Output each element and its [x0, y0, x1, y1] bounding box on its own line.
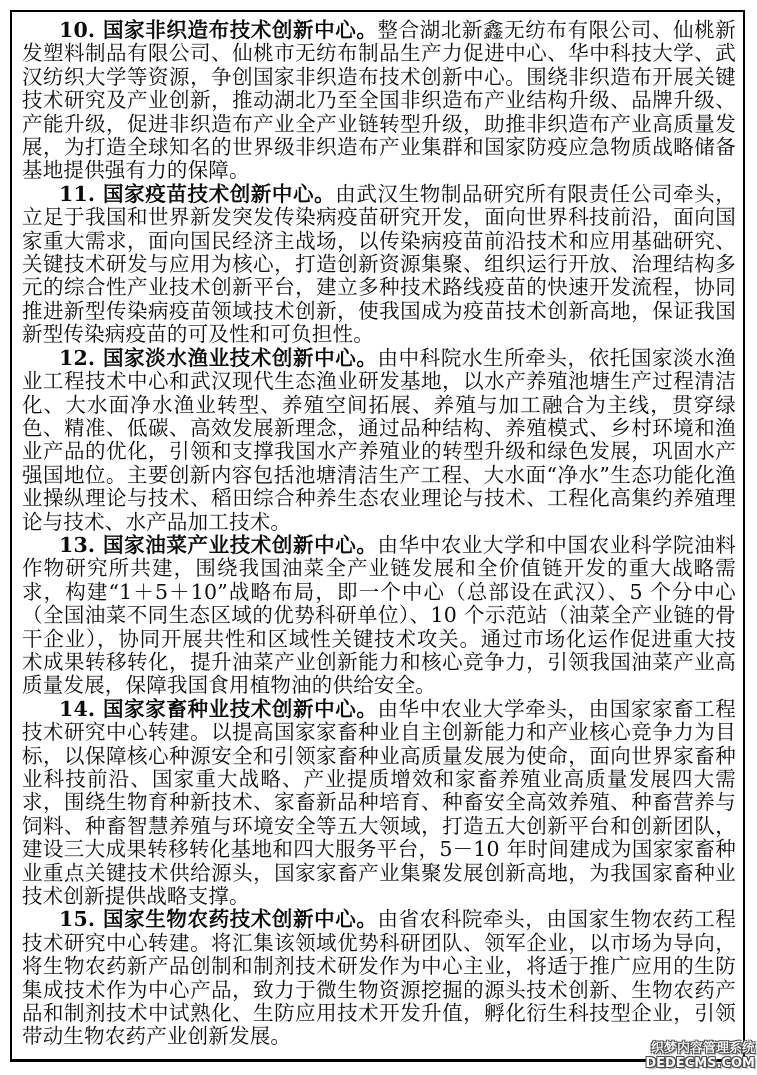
- paragraph-title: 国家淡水渔业技术创新中心。: [103, 345, 378, 370]
- paragraph-15: [22, 908, 736, 1048]
- paragraph-13: [22, 534, 736, 698]
- paragraph-12-heading: [59, 346, 377, 370]
- paragraph-body: 由省农科院牵头，由国家生物农药工程技术研究中心转建。将汇集该领域优势科研团队、领军企业，以市场为导向，将生物农药新产品创制和制剂技术研发作为中心主业，将适于推广应用的生防集成技术作为中心产品，致力于微生物资源挖掘的源头技术创新、生物农药产品和制剂技术中试熟化、生防应用技术开发升值，孵化衍生科技型企业，引领带动生物农药产业创新发展。: [22, 907, 736, 1049]
- paragraph-10: [22, 19, 736, 183]
- paragraph-title: 国家非织造布技术创新中心。: [103, 18, 378, 42]
- paragraph-15-heading: [59, 907, 377, 931]
- paragraph-number: 11.: [59, 181, 96, 206]
- paragraph-14-heading: [59, 697, 377, 721]
- paragraph-12: [22, 347, 736, 534]
- paragraph-title: 国家家畜种业技术创新中心。: [103, 696, 378, 721]
- watermark-text-en: DEDECMS.COM: [645, 1056, 755, 1071]
- paragraph-number: 13.: [59, 532, 96, 557]
- dedecms-watermark: [645, 1041, 755, 1071]
- paragraph-body: 整合湖北新鑫无纺布有限公司、仙桃新发塑料制品有限公司、仙桃市无纺布制品生产力促进中心、华中科技大学、武汉纺织大学等资源，争创国家非织造布技术创新中心。围绕非织造布开展关键技术研究及产业创新，推动湖北乃至全国非织造布产业结构升级、品牌升级、产能升级，促进非织造布产业全产业链转型升级，助推非织造布产业高质量发展，为打造全球知名的世界级非织造布产业集群和国家防疫应急物质战略储备基地提供强有力的保障。: [22, 18, 736, 183]
- paragraph-title: 国家油菜产业技术创新中心。: [103, 532, 378, 557]
- paragraph-body: 由华中农业大学牵头，由国家家畜工程技术研究中心转建。以提高国家家畜种业自主创新能力和产业核心竞争力为目标，以保障核心种源安全和引领家畜种业高质量发展为使命，面向世界家畜种业科技前沿、国家重大战略、产业提质增效和家畜养殖业高质量发展四大需求，围绕生物育种新技术、家畜新品种培育、种畜安全高效养殖、种畜营养与饲料、种畜智慧养殖与环境安全等五大领域，打造五大创新平台和创新团队，建设三大成果转移转化基地和四大服务平台，5－10 年时间建成为国家家畜种业重点关键技术供给源头，国家家畜产业集聚发展创新高地，为我国家畜种业技术创新提供战略支撑。: [22, 696, 736, 909]
- paragraph-number: 14.: [59, 696, 96, 721]
- watermark-text-cn: 织梦内容管理系统: [650, 1041, 755, 1056]
- paragraph-10-heading: [59, 18, 377, 42]
- paragraph-11-heading: [59, 182, 335, 206]
- paragraph-14: [22, 698, 736, 909]
- paragraph-11: [22, 183, 736, 347]
- document-content: [22, 19, 736, 1049]
- paragraph-body: 由中科院水生所牵头，依托国家淡水渔业工程技术中心和武汉现代生态渔业研发基地，以水产养殖池塘生产过程清洁化、大水面净水渔业转型、养殖空间拓展、养殖与加工融合为主线，贯穿绿色、精准、低碳、高效发展新理念，通过品种结构、养殖模式、乡村环境和渔业产品的优化，引领和支撑我国水产养殖业的转型升级和绿色发展，巩固水产强国地位。主要创新内容包括池塘清洁生产工程、大水面“净水”生态功能化渔业操纵理论与技术、稻田综合种养生态农业理论与技术、工程化高集约养殖理论与技术、水产品加工技术。: [22, 345, 736, 534]
- paragraph-number: 12.: [59, 345, 96, 370]
- paragraph-number: 10.: [59, 18, 96, 42]
- paragraph-body: 由华中农业大学和中国农业科学院油料作物研究所共建，围绕我国油菜全产业链发展和全价值链开发的重大战略需求，构建“1＋5＋10”战略布局，即一个中心（总部设在武汉）、5 个分中心（全国油菜不同生态区域的优势科研单位）、10 个示范站（油菜全产业链的骨干企业），协同开展共性和区域性关键技术攻关。通过市场化运作促进重大技术成果转移转化，提升油菜产业创新能力和核心竞争力，引领我国油菜产业高质量发展，保障我国食用植物油的供给安全。: [22, 532, 736, 698]
- paragraph-number: 15.: [59, 907, 96, 932]
- paragraph-13-heading: [59, 533, 377, 557]
- paragraph-title: 国家疫苗技术创新中心。: [103, 181, 336, 206]
- paragraph-body: 由武汉生物制品研究所有限责任公司牵头，立足于我国和世界新发突发传染病疫苗研究开发，面向世界科技前沿，面向国家重大需求，面向国民经济主战场，以传染病疫苗前沿技术和应用基础研究、关键技术研发与应用为核心，打造创新资源集聚、组织运行开放、治理结构多元的综合性产业技术创新平台，建立多种技术路线疫苗的快速开发流程，协同推进新型传染病疫苗领域技术创新，使我国成为疫苗技术创新高地，保证我国新型传染病疫苗的可及性和可负担性。: [22, 181, 736, 347]
- paragraph-title: 国家生物农药技术创新中心。: [103, 907, 378, 932]
